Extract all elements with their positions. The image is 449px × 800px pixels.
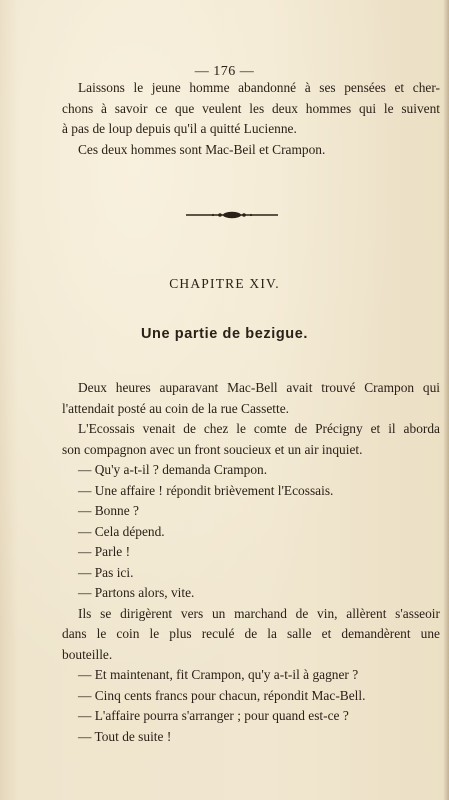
text-line: L'Ecossais venait de chez le comte de Précigny et il aborda xyxy=(78,421,440,436)
text-line: Ils se dirigèrent vers un marchand de vin, allèrent s'asseoir xyxy=(78,605,440,621)
dialogue-line: — L'affaire pourra s'arranger ; pour quand est-ce ? xyxy=(78,708,349,723)
body-text xyxy=(62,378,440,747)
dialogue-line: — Parle ! xyxy=(78,544,131,559)
chapter-heading: CHAPITRE XIV. xyxy=(169,276,280,291)
text-line: Laissons le jeune homme abandonné à ses pensées et cher- xyxy=(78,80,440,95)
chapter-subtitle: Une partie de bezigue. xyxy=(140,326,309,342)
text-line: bouteille. xyxy=(62,646,113,662)
dialogue-line: — Cinq cents francs pour chacun, répondit Mac-Bell. xyxy=(78,687,366,703)
dialogue-line: — Cela dépend. xyxy=(78,523,165,539)
dialogue-line: — Bonne ? xyxy=(78,503,139,518)
intro-text xyxy=(62,78,440,160)
text-line: à pas de loup depuis qu'il a quitté Lucienne. xyxy=(62,121,297,136)
dialogue-line: — Et maintenant, fit Crampon, qu'y a-t-il à gagner ? xyxy=(78,667,359,682)
dialogue-line: — Une affaire ! répondit brièvement l'Ecossais. xyxy=(78,482,334,498)
dialogue-line: — Tout de suite ! xyxy=(78,728,172,744)
dialogue-line: — Partons alors, vite. xyxy=(78,585,195,600)
text-line: dans le coin le plus reculé de la salle et demandèrent une xyxy=(62,626,440,641)
dialogue-line: — Pas ici. xyxy=(78,564,134,580)
text-line: l'attendait posté au coin de la rue Cassette. xyxy=(62,400,290,416)
text-line: Deux heures auparavant Mac-Bell avait trouvé Crampon qui xyxy=(78,380,440,395)
page-number: — 176 — xyxy=(194,64,255,79)
ornamental-divider xyxy=(184,210,280,220)
page-edge-shadow xyxy=(443,0,449,800)
text-line: Ces deux hommes sont Mac-Beil et Crampon. xyxy=(78,141,326,157)
dialogue-line: — Qu'y a-t-il ? demanda Crampon. xyxy=(78,462,268,477)
text-line: son compagnon avec un front soucieux et un air inquiet. xyxy=(62,441,363,457)
text-line: chons à savoir ce que veulent les deux hommes qui le suivent xyxy=(62,100,440,116)
